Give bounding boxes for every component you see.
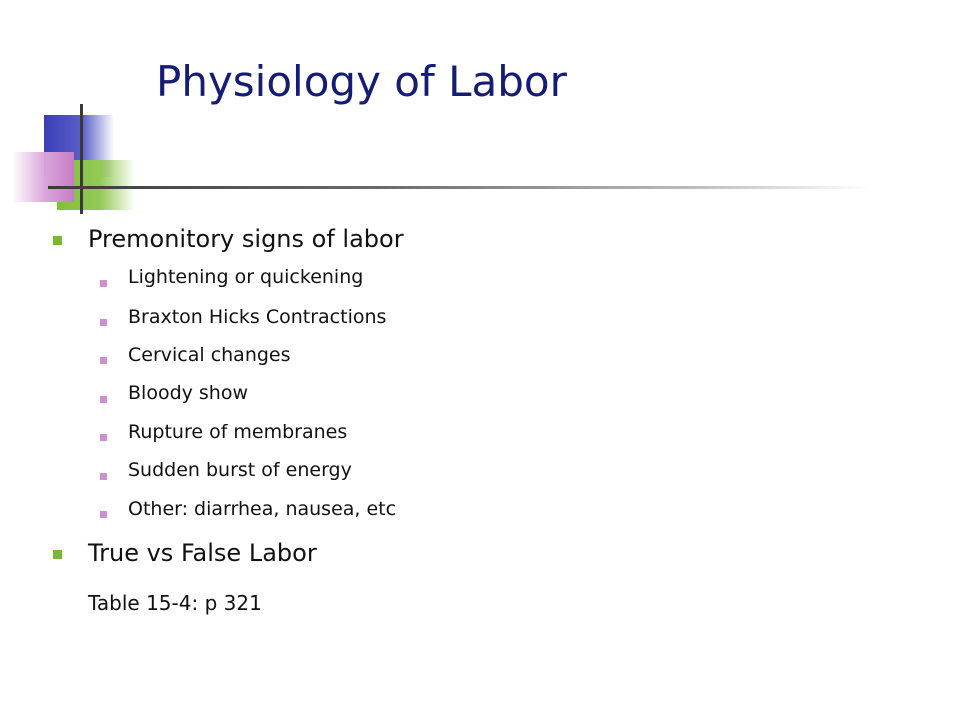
sub-bullet-item: Rupture of membranes xyxy=(128,421,348,443)
title-underline xyxy=(48,186,870,189)
sub-bullet-marker xyxy=(100,280,107,287)
table-reference-note: Table 15-4: p 321 xyxy=(88,591,262,615)
bullet-true-vs-false-labor: True vs False Labor xyxy=(88,539,317,567)
sub-bullet-marker xyxy=(100,473,107,480)
sub-bullet-marker xyxy=(100,319,107,326)
sub-bullet-item: Cervical changes xyxy=(128,344,291,366)
bullet-marker xyxy=(53,236,62,245)
sub-bullet-marker xyxy=(100,357,107,364)
bullet-marker xyxy=(53,550,62,559)
sub-bullet-item: Lightening or quickening xyxy=(128,266,364,288)
sub-bullet-item: Bloody show xyxy=(128,382,249,404)
sub-bullet-marker xyxy=(100,434,107,441)
sub-bullet-item: Sudden burst of energy xyxy=(128,459,352,481)
slide-title: Physiology of Labor xyxy=(156,57,567,106)
decorative-pink-square xyxy=(12,152,74,202)
sub-bullet-item: Other: diarrhea, nausea, etc xyxy=(128,498,397,520)
sub-bullet-marker xyxy=(100,396,107,403)
sub-bullet-marker xyxy=(100,511,107,518)
bullet-premonitory-signs: Premonitory signs of labor xyxy=(88,225,404,253)
decorative-vertical-line xyxy=(80,104,83,214)
sub-bullet-item: Braxton Hicks Contractions xyxy=(128,306,387,328)
